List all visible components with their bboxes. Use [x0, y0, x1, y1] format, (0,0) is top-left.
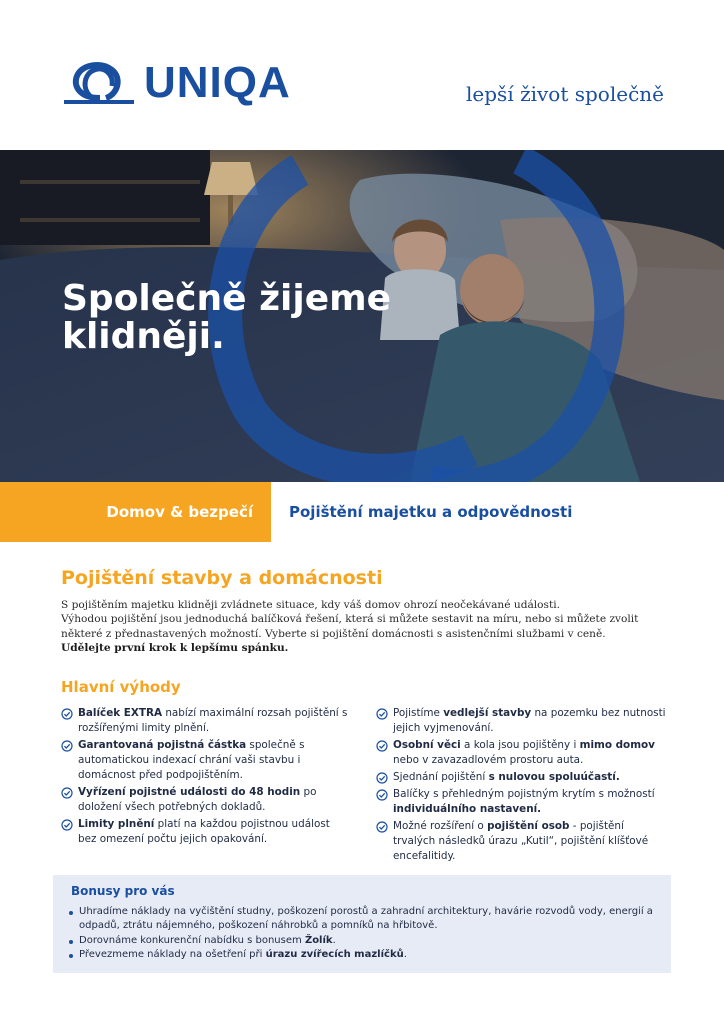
list-item — [376, 770, 666, 785]
bullet-icon — [69, 911, 73, 915]
advantage-text: nabízí maximální rozsah pojištění s rozšířenými limity plnění. — [78, 707, 348, 734]
advantage-bold: vedlejší stavby — [443, 707, 532, 719]
list-item — [69, 934, 665, 948]
bonus-bold: úrazu zvířecích mazlíčků — [265, 949, 404, 961]
list-item — [69, 948, 665, 962]
uniqa-logo-mark-icon — [60, 58, 138, 106]
advantage-text: - pojištění trvalých následků úrazu „Kutil“, pojištění klíšťové encefalitidy. — [393, 820, 649, 862]
advantages-heading: Hlavní výhody — [61, 678, 181, 696]
advantage-bold: Limity plnění — [78, 818, 155, 830]
check-circle-icon — [376, 789, 388, 801]
advantage-text: Sjednání pojištění — [393, 771, 489, 783]
advantage-bold: Balíček EXTRA — [78, 707, 163, 719]
list-item — [376, 706, 666, 736]
list-item — [61, 706, 351, 736]
check-circle-icon — [61, 787, 73, 799]
advantage-bold: Vyřízení pojistné události do 48 hodin — [78, 786, 301, 798]
section-title: Pojištění stavby a domácnosti — [61, 567, 383, 589]
page-header — [0, 0, 724, 150]
check-circle-icon — [61, 819, 73, 831]
advantages-list-right — [376, 706, 666, 866]
hero-banner — [0, 150, 724, 482]
bonus-bold: Žolík — [304, 934, 333, 946]
bonus-text: Převezmeme náklady na ošetření při — [79, 949, 266, 961]
advantage-text: společně s automatickou indexací chrání vaši stavbu i domácnost před podpojištěním. — [78, 739, 305, 781]
advantage-text: Možné rozšíření o — [393, 820, 488, 832]
list-item — [376, 819, 666, 864]
bonus-text: . — [403, 949, 407, 961]
bonus-text: Dorovnáme konkurenční nabídku s bonusem — [79, 934, 305, 946]
intro-line-1: S pojištěním majetku klidněji zvládnete situace, kdy váš domov ohrozí neočekávané události. — [61, 599, 561, 611]
list-item — [61, 738, 351, 783]
check-circle-icon — [376, 772, 388, 784]
list-item — [61, 817, 351, 847]
advantage-text: Pojistíme — [393, 707, 444, 719]
check-circle-icon — [376, 740, 388, 752]
advantage-bold: Osobní věci — [393, 739, 461, 751]
category-band — [0, 482, 724, 542]
advantage-bold: individuálního nastavení. — [393, 803, 542, 815]
list-item — [376, 738, 666, 768]
intro-call-to-action: Udělejte první krok k lepšímu spánku. — [61, 642, 289, 655]
bonus-list — [69, 905, 665, 963]
list-item — [61, 785, 351, 815]
product-line-label: Pojištění majetku a odpovědnosti — [289, 503, 573, 521]
advantage-bold: s nulovou spoluúčastí. — [488, 771, 620, 783]
advantage-bold: Garantovaná pojistná částka — [78, 739, 247, 751]
category-label-box — [0, 482, 271, 542]
advantage-text: na pozemku bez nutnosti jejich vyjmenování. — [393, 707, 666, 734]
advantage-text: po doložení všech potřebných dokladů. — [78, 786, 317, 813]
check-circle-icon — [61, 740, 73, 752]
list-item — [69, 905, 665, 934]
bullet-icon — [69, 954, 73, 958]
category-label: Domov & bezpečí — [106, 503, 253, 521]
bonus-panel — [53, 875, 671, 973]
bonus-heading: Bonusy pro vás — [71, 884, 175, 898]
check-circle-icon — [376, 821, 388, 833]
check-circle-icon — [61, 708, 73, 720]
logo-wordmark: UNIQA — [144, 58, 291, 107]
advantage-bold: mimo domov — [579, 739, 655, 751]
intro-line-2: Výhodou pojištění jsou jednoduchá balíčková řešení, která si můžete sestavit na míru, nebo si můžete zvolit některé z přednastavených možností. Vyberte si pojištění domácnosti s asistenčními službami v ceně. — [61, 613, 639, 640]
intro-paragraph — [61, 598, 671, 656]
check-circle-icon — [376, 708, 388, 720]
advantage-text: a kola jsou pojištěny i — [460, 739, 580, 751]
hero-headline: Společně žijeme klidněji. — [62, 278, 392, 357]
list-item — [376, 787, 666, 817]
advantage-bold: pojištění osob — [487, 820, 570, 832]
advantages-list-left — [61, 706, 351, 849]
bonus-text: . — [332, 934, 336, 946]
advantage-text: platí na každou pojistnou událost bez omezení počtu jejich opakování. — [78, 818, 330, 845]
advantage-text: Balíčky s přehledným pojistným krytím s možností — [393, 788, 655, 800]
bonus-text: Uhradíme náklady na vyčištění studny, poškození porostů a zahradní architektury, havárie rozvodů vody, energií a odpadů, ztrátu nájemného, poškození náhrobků a pomníků na hřbitově. — [79, 906, 653, 932]
bullet-icon — [69, 940, 73, 944]
advantage-text: nebo v zavazadlovém prostoru auta. — [393, 754, 584, 766]
brand-tagline: lepší život společně — [466, 82, 664, 106]
uniqa-logo — [60, 58, 310, 108]
